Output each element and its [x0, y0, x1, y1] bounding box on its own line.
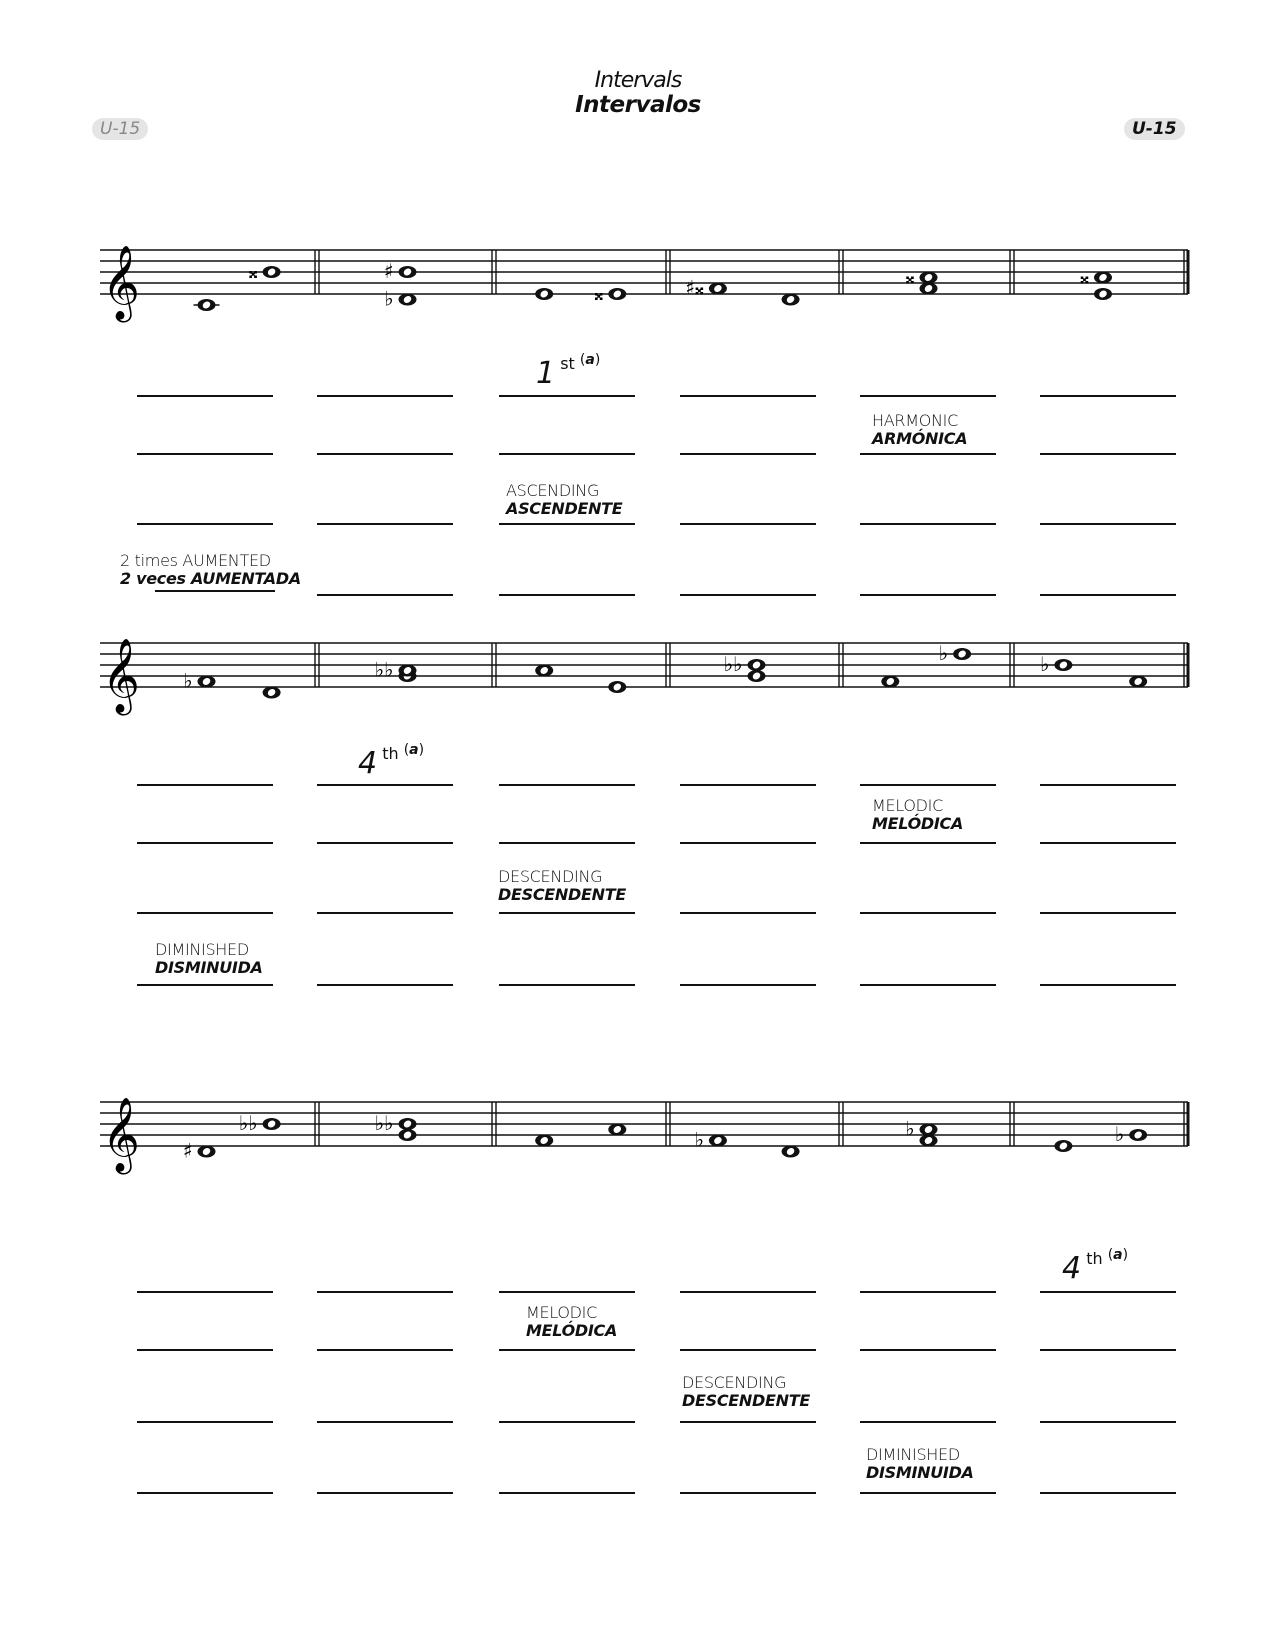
- treble-clef-icon: 𝄞: [102, 1098, 140, 1172]
- answer-blank[interactable]: [137, 453, 273, 455]
- accidental-icon: ♭♭: [374, 657, 394, 682]
- answer-blank[interactable]: [1040, 523, 1176, 525]
- answer-blank[interactable]: [137, 1291, 273, 1293]
- answer-blank[interactable]: [1040, 784, 1176, 786]
- label-descending: [498, 868, 626, 905]
- answer-blank[interactable]: [137, 842, 273, 844]
- whole-note: [920, 283, 938, 295]
- answer-blank[interactable]: [137, 1349, 273, 1351]
- whole-note: [782, 1146, 800, 1158]
- answer-blank[interactable]: [317, 395, 453, 397]
- answer-blank[interactable]: [499, 784, 635, 786]
- accidental-icon: ♭♭: [238, 1111, 258, 1135]
- answer-blank[interactable]: [317, 523, 453, 525]
- label-melodic-en: MELODIC: [526, 1303, 597, 1322]
- whole-note: [263, 266, 281, 278]
- accidental-icon: ♭: [694, 1127, 704, 1152]
- answer-blank[interactable]: [860, 912, 996, 914]
- answer-blank[interactable]: [860, 594, 996, 596]
- answer-blank[interactable]: [317, 1291, 453, 1293]
- whole-note: [535, 288, 553, 300]
- answer-blank[interactable]: [137, 395, 273, 397]
- whole-note: [608, 1124, 626, 1136]
- accidental-icon: ♯𝄪: [685, 275, 704, 300]
- answer-fourth-a: [358, 742, 425, 781]
- answer-blank[interactable]: [1040, 842, 1176, 844]
- answer-blank[interactable]: [1040, 1291, 1176, 1293]
- page-code-badge-right: U-15: [1124, 118, 1185, 140]
- accidental-icon: ♯: [383, 259, 394, 283]
- answer-blank[interactable]: [499, 523, 635, 525]
- accidental-icon: ♯: [182, 1138, 193, 1163]
- answer-blank[interactable]: [155, 590, 275, 592]
- label-descending-2: [682, 1374, 810, 1411]
- whole-note: [920, 272, 938, 284]
- answer-blank[interactable]: [680, 1421, 816, 1423]
- answer-blank[interactable]: [317, 1349, 453, 1351]
- answer-suffix: th: [1086, 1249, 1103, 1268]
- whole-note: [608, 288, 626, 300]
- label-diminished-en: DIMINISHED: [155, 940, 249, 959]
- whole-note: [263, 687, 281, 699]
- accidental-icon: ♭♭: [723, 652, 743, 676]
- accidental-icon: ♭: [384, 286, 394, 311]
- answer-blank[interactable]: [860, 523, 996, 525]
- staff-system-2: [0, 615, 1276, 715]
- staff-system-1: [0, 230, 1276, 320]
- answer-blank[interactable]: [1040, 1349, 1176, 1351]
- answer-blank[interactable]: [137, 912, 273, 914]
- title-english: Intervals: [594, 68, 682, 93]
- accidental-icon: 𝄪: [1080, 264, 1089, 289]
- accidental-icon: ♭: [1039, 652, 1050, 676]
- answer-blank[interactable]: [317, 1421, 453, 1423]
- answer-quality: (a): [403, 742, 425, 758]
- answer-blank[interactable]: [499, 453, 635, 455]
- label-harmonic-es: ARMÓNICA: [872, 429, 968, 449]
- answer-blank[interactable]: [860, 453, 996, 455]
- label-descending-es: DESCENDENTE: [498, 885, 626, 905]
- label-ascending-es: ASCENDENTE: [506, 499, 623, 519]
- answer-blank[interactable]: [499, 1349, 635, 1351]
- answer-quality: (a): [1107, 1247, 1129, 1263]
- whole-note: [399, 1129, 417, 1141]
- whole-note: [535, 1135, 553, 1147]
- answer-blank[interactable]: [860, 784, 996, 786]
- accidental-icon: ♭: [1114, 1122, 1125, 1146]
- label-descending-en: DESCENDING: [682, 1373, 787, 1392]
- answer-blank[interactable]: [860, 1291, 996, 1293]
- accidental-icon: ♭♭: [374, 1111, 394, 1135]
- label-melodic-2: [526, 1304, 617, 1341]
- answer-blank[interactable]: [137, 1492, 273, 1494]
- answer-blank[interactable]: [680, 1349, 816, 1351]
- answer-blank[interactable]: [499, 395, 635, 397]
- answer-blank[interactable]: [680, 784, 816, 786]
- label-diminished-2: [866, 1446, 974, 1483]
- label-melodic-es: MELÓDICA: [526, 1321, 618, 1341]
- label-ascending: [506, 482, 622, 519]
- whole-note: [198, 676, 216, 688]
- accidental-icon: ♭: [905, 1116, 915, 1141]
- whole-note: [709, 283, 727, 295]
- answer-blank[interactable]: [860, 1421, 996, 1423]
- answer-number: 4: [1062, 1251, 1082, 1286]
- answer-blank[interactable]: [1040, 453, 1176, 455]
- answer-blank[interactable]: [1040, 1421, 1176, 1423]
- answer-blank[interactable]: [499, 1421, 635, 1423]
- answer-first-a: [536, 352, 601, 391]
- answer-blank[interactable]: [499, 984, 635, 986]
- answer-blank[interactable]: [1040, 594, 1176, 596]
- answer-blank[interactable]: [499, 1291, 635, 1293]
- answer-blank[interactable]: [499, 594, 635, 596]
- title-spanish: Intervalos: [575, 92, 701, 118]
- label-aumented-es: 2 veces AUMENTADA: [120, 569, 301, 589]
- whole-note: [748, 670, 766, 682]
- whole-note: [782, 294, 800, 306]
- answer-blank[interactable]: [499, 842, 635, 844]
- answer-blank[interactable]: [317, 784, 453, 786]
- staff-system-3: [0, 1075, 1276, 1175]
- answer-blank[interactable]: [860, 842, 996, 844]
- label-aumented: [120, 552, 301, 589]
- whole-note: [920, 1135, 938, 1147]
- label-diminished-es: DISMINUIDA: [155, 958, 263, 978]
- label-melodic: [872, 797, 963, 834]
- answer-blank[interactable]: [680, 984, 816, 986]
- answer-quality: (a): [579, 352, 601, 368]
- treble-clef-icon: 𝄞: [102, 639, 140, 713]
- whole-note: [748, 659, 766, 671]
- answer-blank[interactable]: [137, 1421, 273, 1423]
- whole-note: [608, 681, 626, 693]
- whole-note: [953, 648, 971, 660]
- whole-note: [1094, 288, 1112, 300]
- whole-note: [399, 665, 417, 677]
- answer-blank[interactable]: [137, 523, 273, 525]
- whole-note: [535, 665, 553, 677]
- answer-blank[interactable]: [1040, 1492, 1176, 1494]
- whole-note: [399, 1118, 417, 1130]
- answer-blank[interactable]: [499, 912, 635, 914]
- label-descending-en: DESCENDING: [498, 867, 603, 886]
- answer-blank[interactable]: [317, 984, 453, 986]
- answer-blank[interactable]: [680, 1492, 816, 1494]
- answer-blank[interactable]: [680, 523, 816, 525]
- whole-note: [399, 294, 417, 306]
- whole-note: [399, 266, 417, 278]
- accidental-icon: 𝄪: [594, 281, 604, 305]
- whole-note: [198, 1146, 216, 1158]
- answer-blank[interactable]: [860, 984, 996, 986]
- answer-blank[interactable]: [137, 784, 273, 786]
- answer-suffix: st: [560, 354, 575, 373]
- whole-note: [1129, 676, 1147, 688]
- label-descending-es: DESCENDENTE: [682, 1391, 810, 1411]
- label-ascending-en: ASCENDING: [506, 481, 600, 500]
- label-diminished-en: DIMINISHED: [866, 1445, 960, 1464]
- answer-blank[interactable]: [680, 453, 816, 455]
- whole-note: [1129, 1129, 1147, 1141]
- answer-blank[interactable]: [680, 912, 816, 914]
- answer-blank[interactable]: [680, 1291, 816, 1293]
- label-melodic-en: MELODIC: [872, 796, 943, 815]
- answer-suffix: th: [382, 744, 399, 763]
- answer-blank[interactable]: [680, 594, 816, 596]
- answer-blank[interactable]: [680, 395, 816, 397]
- accidental-icon: 𝄪: [248, 259, 258, 283]
- answer-blank[interactable]: [317, 594, 453, 596]
- answer-fourth-a-2: [1062, 1247, 1129, 1286]
- page-code-badge-left: U-15: [92, 118, 148, 140]
- answer-blank[interactable]: [860, 395, 996, 397]
- answer-number: 4: [358, 746, 378, 781]
- label-aumented-en: 2 times AUMENTED: [120, 551, 271, 570]
- answer-blank[interactable]: [1040, 984, 1176, 986]
- label-harmonic-en: HARMONIC: [872, 411, 958, 430]
- answer-blank[interactable]: [317, 842, 453, 844]
- whole-note: [263, 1118, 281, 1130]
- answer-blank[interactable]: [860, 1492, 996, 1494]
- answer-number: 1: [536, 356, 556, 391]
- answer-blank[interactable]: [317, 1492, 453, 1494]
- answer-blank[interactable]: [1040, 395, 1176, 397]
- treble-clef-icon: 𝄞: [102, 246, 140, 320]
- answer-blank[interactable]: [1040, 912, 1176, 914]
- whole-note: [920, 1124, 938, 1136]
- whole-note: [198, 299, 216, 311]
- whole-note: [1054, 1140, 1072, 1152]
- answer-blank[interactable]: [317, 453, 453, 455]
- whole-note: [1054, 659, 1072, 671]
- answer-blank[interactable]: [860, 1349, 996, 1351]
- answer-blank[interactable]: [137, 984, 273, 986]
- accidental-icon: 𝄪: [905, 264, 915, 289]
- answer-blank[interactable]: [499, 1492, 635, 1494]
- answer-blank[interactable]: [317, 912, 453, 914]
- label-melodic-es: MELÓDICA: [872, 814, 964, 834]
- label-harmonic: [872, 412, 967, 449]
- answer-blank[interactable]: [680, 842, 816, 844]
- accidental-icon: ♭: [938, 641, 949, 665]
- whole-note: [709, 1135, 727, 1147]
- whole-note: [1094, 272, 1112, 284]
- label-diminished: [155, 941, 263, 978]
- whole-note: [881, 676, 899, 688]
- label-diminished-es: DISMINUIDA: [866, 1463, 974, 1483]
- accidental-icon: ♭: [183, 668, 193, 693]
